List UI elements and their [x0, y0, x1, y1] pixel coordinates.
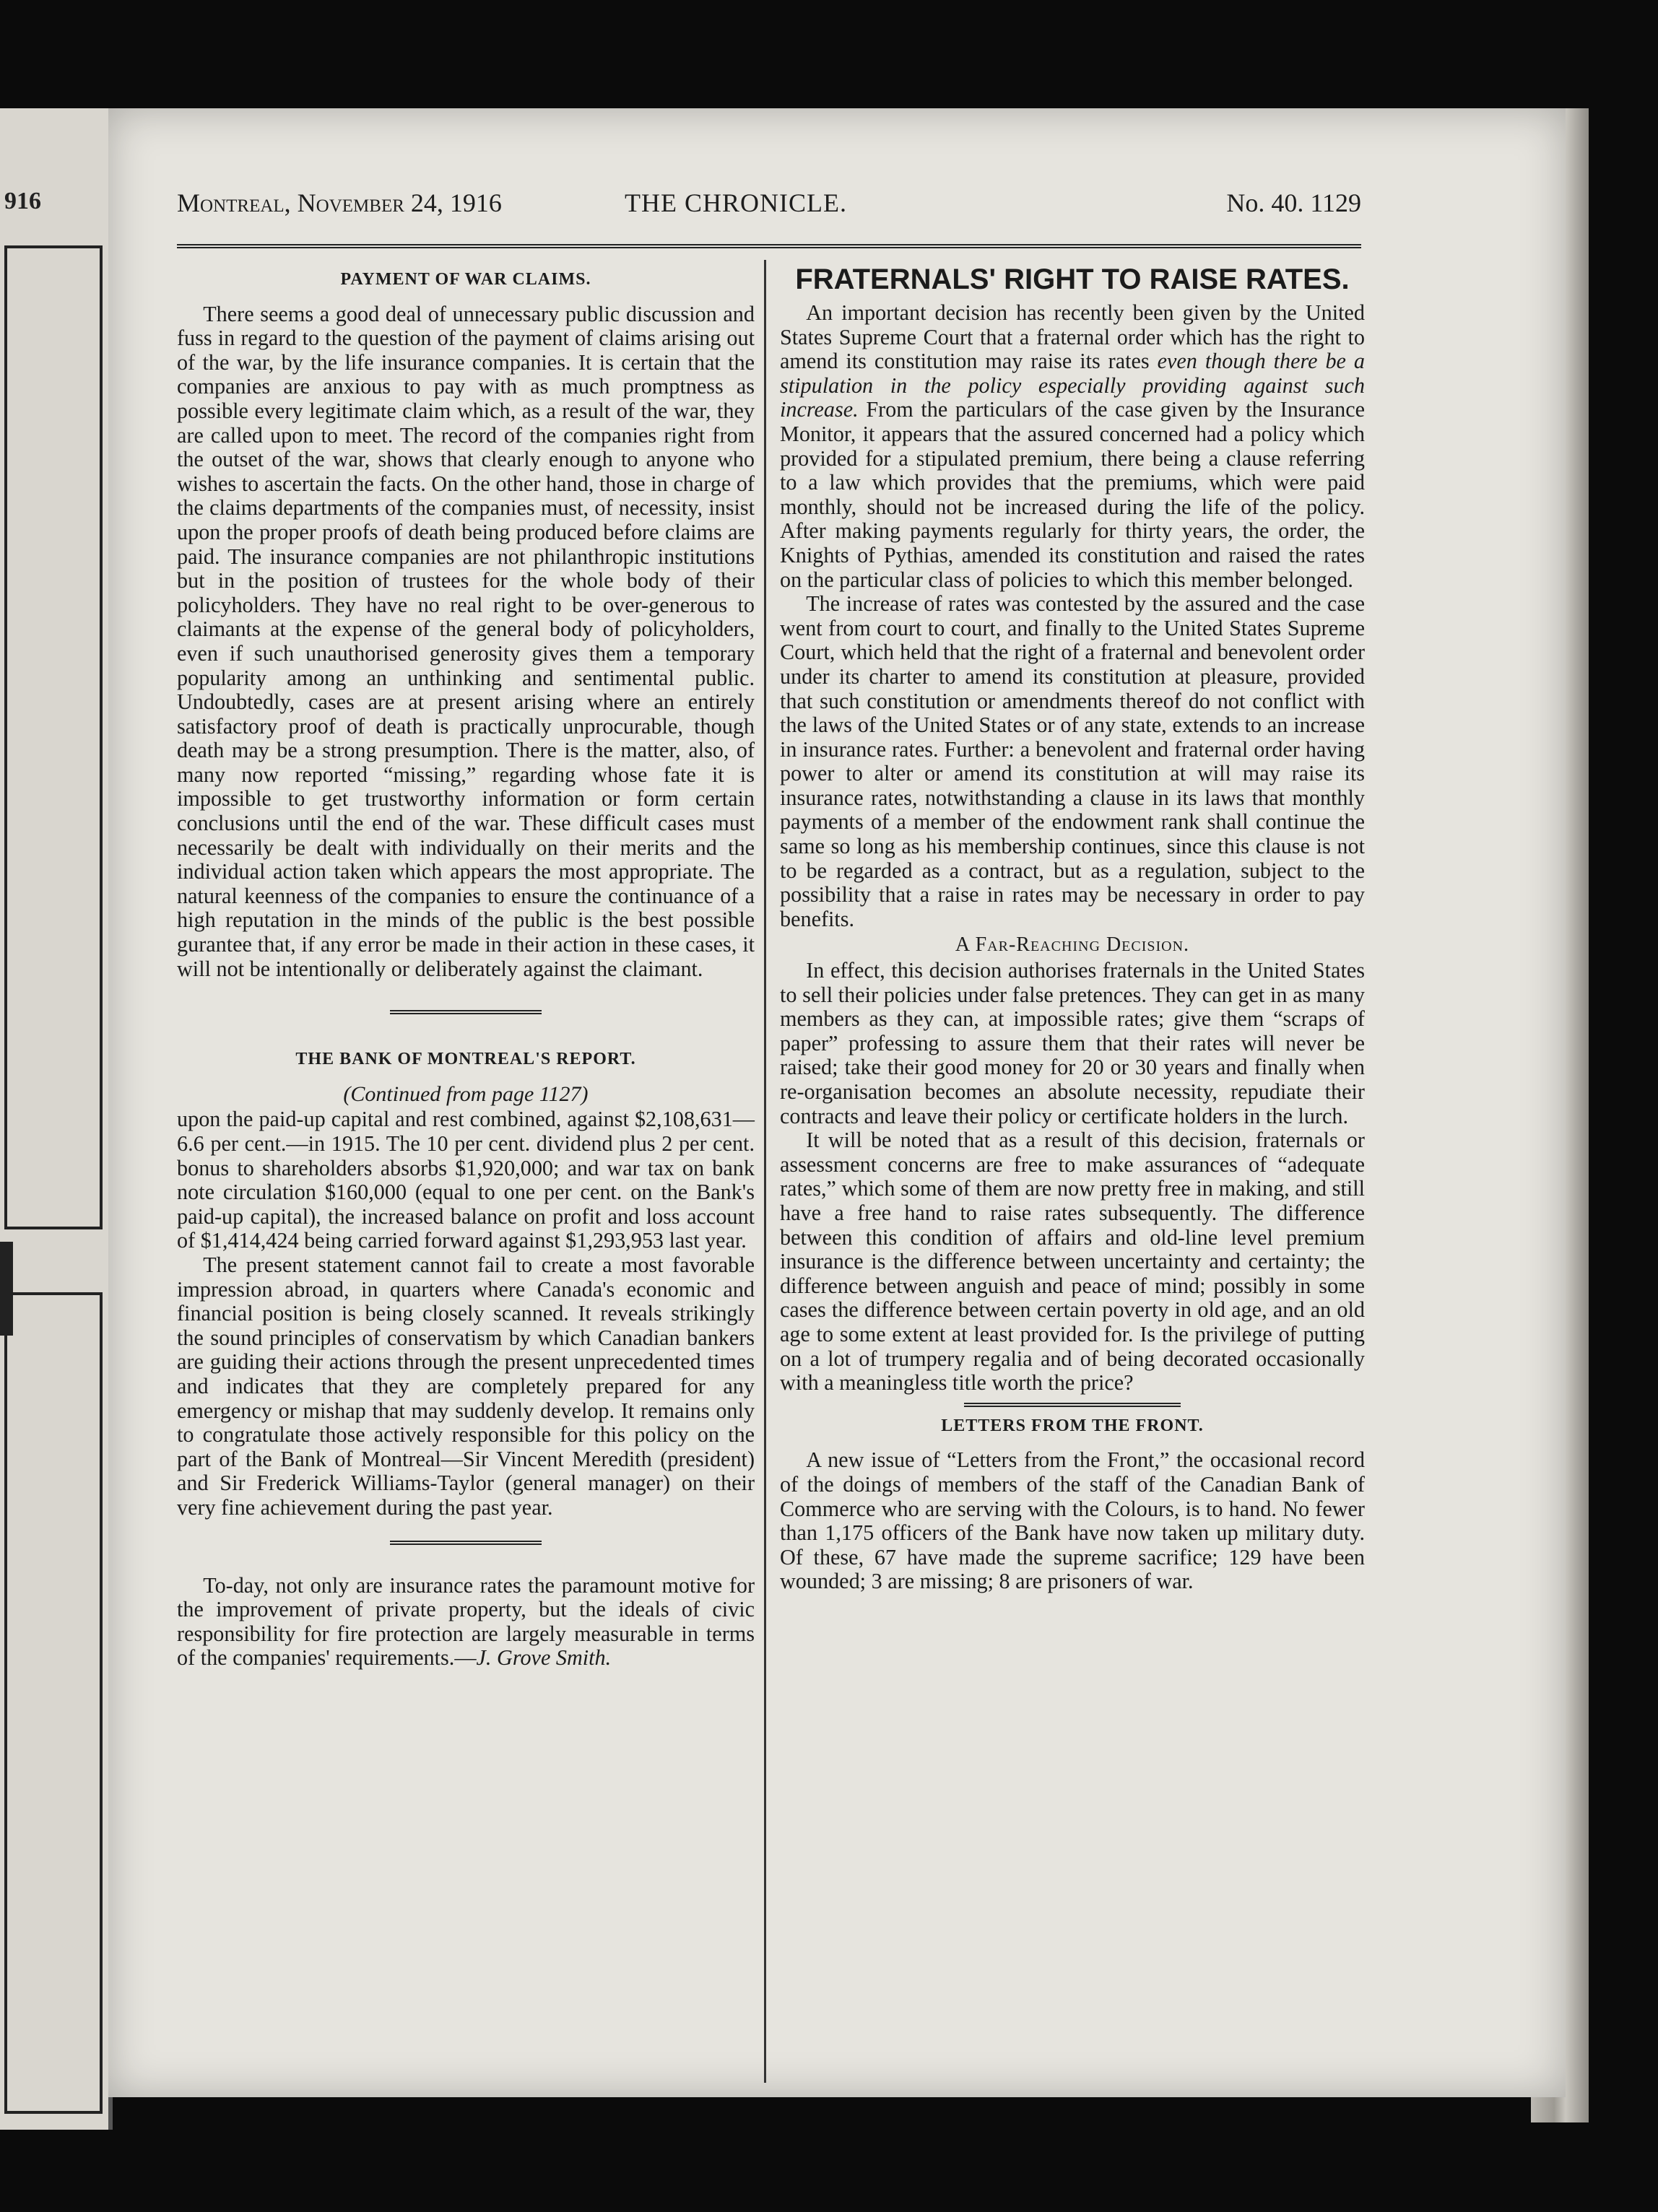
quote-author: J. Grove Smith.	[476, 1645, 612, 1671]
header-publication-title: THE CHRONICLE.	[625, 188, 847, 217]
fraternals-paragraph-3: In effect, this decision authorises fraternals in the United States to sell their policies under false pretences. They can get in as many members as they can, at impossible rates; give them “scraps of paper” professing to assure them that their rates will never be raised; take their good money for 20 or 30 years and finally when re-organisation becomes an absolute necessity, repudiate their contracts and leave their policy or certificate holders in the lurch.	[780, 958, 1365, 1128]
fraternals-paragraph-1	[780, 301, 1365, 592]
bank-report-paragraph-1: upon the paid-up capital and rest combined, against $2,108,631—6.6 per cent.—in 1915. The 10 per cent. dividend plus 2 per cent. bonus to shareholders absorbs $1,920,000; and war tax on bank note circulation $160,000 (equal to one per cent. on the Bank's paid-up capital), the increased balance on profit and loss account of $1,414,424 being carried forward against $1,293,953 last year.	[177, 1107, 755, 1253]
fire-protection-quote	[177, 1574, 755, 1671]
facing-page	[0, 108, 113, 2130]
section-separator	[964, 1403, 1181, 1407]
bank-report-continued-note: (Continued from page 1127)	[343, 1081, 589, 1106]
facing-page-border-bottom	[4, 1292, 103, 2114]
newspaper-page	[108, 108, 1566, 2097]
far-reaching-subheading: A Far-Reaching Decision.	[955, 933, 1190, 957]
header-rule	[177, 244, 1361, 248]
war-claims-heading: PAYMENT OF WAR CLAIMS.	[340, 270, 591, 289]
fraternals-heading: FRATERNALS' RIGHT TO RAISE RATES.	[795, 264, 1350, 295]
facing-page-number: 916	[4, 188, 41, 214]
header-dateline: Montreal, November 24, 1916	[177, 188, 502, 217]
column-left	[177, 264, 755, 1671]
fraternals-text-b: From the particulars of the case given by the Insurance Monitor, it appears that the assured concerned had a policy which provided for a stipulated premium, there being a clause referring to a law which provides that the premiums, which were paid monthly, should not be increased during the life of the policy. After making payments regularly for thirty years, the order, the Knights of Pythias, amended its constitution and raised the rates on the particular class of policies to which this member belonged.	[780, 397, 1365, 592]
fraternals-paragraph-2: The increase of rates was contested by the assured and the case went from court to court, and finally to the United States Supreme Court, which held that the right of a fraternal and benevolent order under its charter to amend its constitution at pleasure, provided that such constitution or amendments thereof do not conflict with the laws of the United States or of any state, extends to an increase in insurance rates. Further: a benevolent and fraternal order having power to alter or amend its constitution at will may raise its insurance rates, notwithstanding a clause in its laws that monthly payments of a member of the endowment rank shall continue the same so long as his membership continues, since this clause is not to be regarded as a contract, but as a regulation, subject to the possibility that a raise in rates may be necessary in order to pay benefits.	[780, 591, 1365, 931]
bank-report-paragraph-2: The present statement cannot fail to create a most favorable impression abroad, in quarters where Canada's economic and financial position is being closely scanned. It reveals strikingly the sound principles of conservatism by which Canadian bankers are guiding their actions through the present unprecedented times and indicates that they are completely prepared for any emergency or mishap that may suddenly develop. It remains only to congratulate those actively responsible for this policy on the part of the Bank of Montreal—Sir Vincent Meredith (president) and Sir Frederick Williams-Taylor (general manager) on their very fine achievement during the past year.	[177, 1252, 755, 1520]
section-separator	[390, 1010, 542, 1014]
column-divider	[764, 260, 766, 2083]
bank-report-heading: THE BANK OF MONTREAL'S REPORT.	[295, 1050, 636, 1069]
fraternals-text-a: An important decision has recently been given by the United States Supreme Court that a fraternal order which has the right to amend its constitution may raise its rates	[780, 300, 1365, 374]
facing-page-border-top	[4, 245, 103, 1229]
page-header	[177, 188, 1361, 231]
fraternals-text-italic: even though there be a stipulation in the policy especially providing against such increase.	[780, 349, 1365, 422]
letters-heading: LETTERS FROM THE FRONT.	[941, 1416, 1204, 1435]
header-issue-page: No. 40. 1129	[1226, 188, 1361, 217]
war-claims-text: There seems a good deal of unnecessary public discussion and fuss in regard to the question of the payment of claims arising out of the war, by the life insurance companies. It is certain that the companies are anxious to pay with as much promptness as possible every legitimate claim which, as a result of the war, they are called upon to meet. The record of the companies right from the outset of the war, shows that clearly enough to anyone who wishes to ascertain the facts. On the other hand, those in charge of the claims departments of the companies must, of necessity, insist upon the proper proofs of death being produced before claims are paid. The insurance companies are not philanthropic institutions but in the position of trustees for the whole body of their policyholders. They have no real right to be over-generous to claimants at the expense of the general body of policyholders, even if such unauthorised generosity gives them a temporary popularity among an unthinking and sentimental public. Undoubtedly, cases are at present arising where an entirely satisfactory proof of death is practically unprocurable, though death may be a strong presumption. There is the matter, also, of many now reported “missing,” regarding whose fate it is impossible to get trustworthy information or form certain conclusions until the end of the war. These difficult cases must necessarily be dealt with individually on their merits and the individual action taken which appears the most appropriate. The natural keenness of the companies to ensure the continuance of a high reputation in the minds of the public is the best possible gurantee that, if any error be made in their action in these cases, it will not be intentionally or deliberately against the claimant.	[177, 301, 755, 981]
letters-text: A new issue of “Letters from the Front,” the occasional record of the doings of members of the staff of the Canadian Bank of Commerce who are serving with the Colours, is to hand. No fewer than 1,175 officers of the Bank have now taken up military duty. Of these, 67 have made the supreme sacrifice; 129 have been wounded; 3 are missing; 8 are prisoners of war.	[780, 1447, 1365, 1594]
section-separator	[390, 1541, 542, 1545]
fraternals-paragraph-4: It will be noted that as a result of this decision, fraternals or assessment concerns are free to make assurances of “adequate rates,” which some of them are now pretty free in making, and still have a free hand to raise rates subsequently. The difference between this condition of affairs and old-line level premium insurance is the difference between uncertainty and certainty; the difference between anguish and peace of mind; possibly in some cases the difference between certain poverty in old age, and an old age to some extent at least provided for. Is the privilege of putting on a lot of trumpery regalia and of being decorated occasionally with a meaningless title worth the price?	[780, 1128, 1365, 1395]
quote-text: To-day, not only are insurance rates the paramount motive for the improvement of private property, but the ideals of civic responsibility for fire protection are largely measurable in terms of the companies' requirements.—	[177, 1572, 755, 1671]
column-right	[780, 264, 1365, 1594]
